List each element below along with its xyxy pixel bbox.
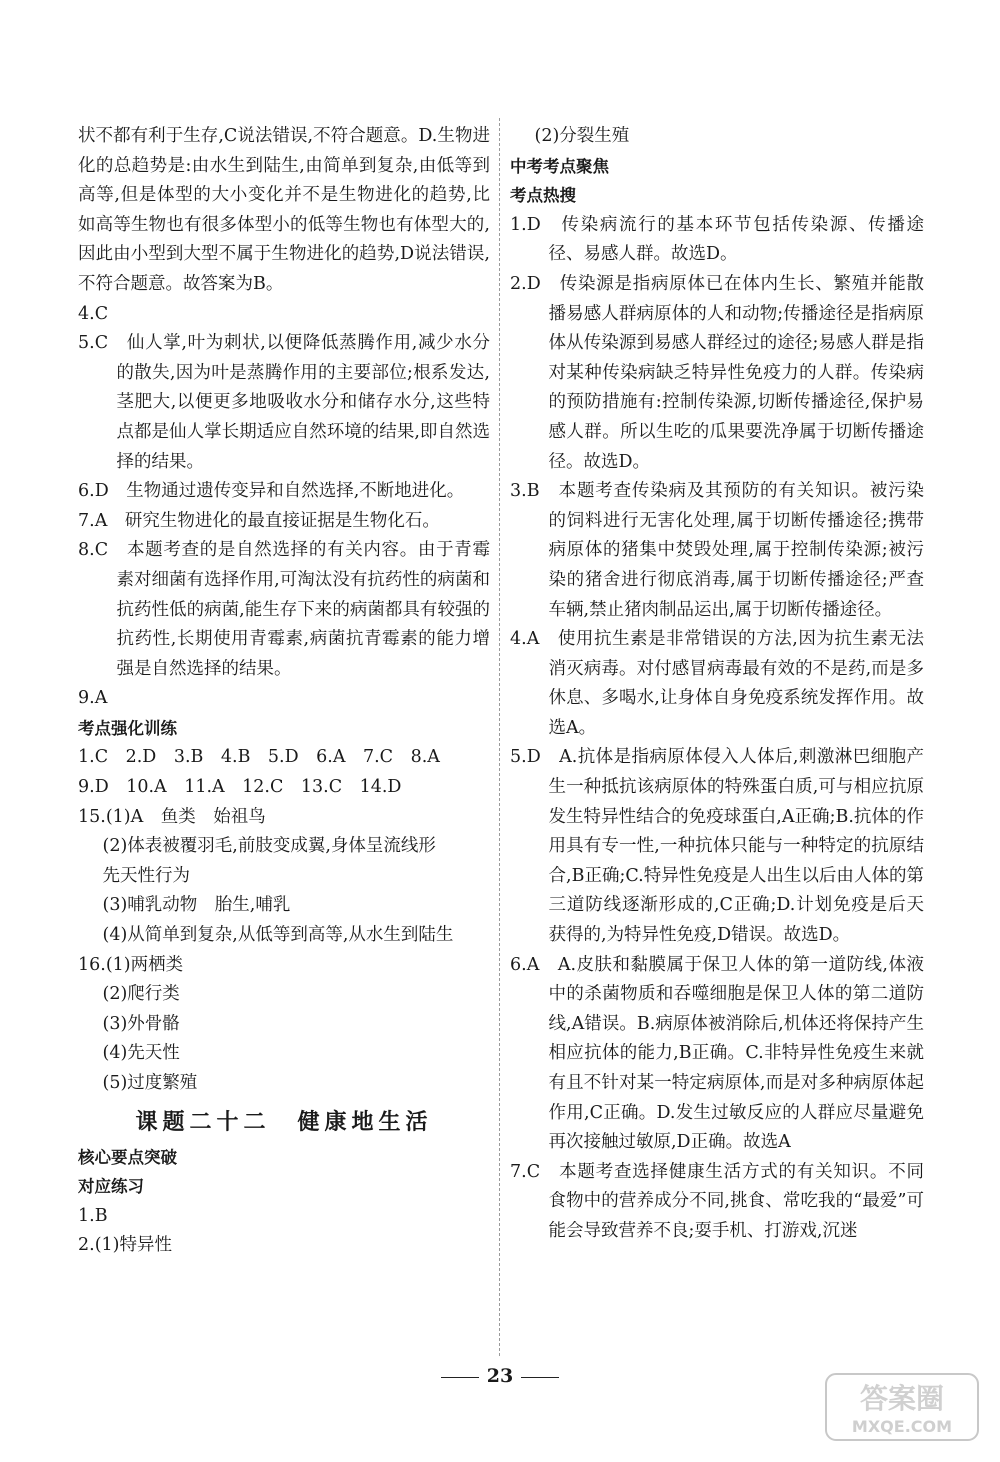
answer-item: 5.D A.抗体是指病原体侵入人体后,刺激淋巴细胞产生一种抵抗该病原体的特殊蛋白质,可与相应抗原发生特异性结合的免疫球蛋白,A正确;B.抗体的作用具有专一性,一种抗体只能与一种特定的抗原结合,B正确;C.特异性免疫是人出生以后由人体的第三道防线逐渐形成的,C正确;D.计划免疫是后天获得的,为特异性免疫,D错误。故选D。 [510, 747, 924, 946]
answer-item: 16.(1)两栖类 [78, 954, 184, 975]
answer-item: 8.C 本题考查的是自然选择的有关内容。由于青霉素对细菌有选择作用,可淘汰没有抗药性的病菌和抗药性低的病菌,能生存下来的病菌都具有较强的抗药性,长期使用青霉素,病菌抗青霉素的能力增强是自然选择的结果。 [78, 540, 490, 679]
page-number-dash-left [441, 1377, 479, 1378]
answer-line: 1.C 2.D 3.B 4.B 5.D 6.A 7.C 8.A [78, 747, 440, 768]
answer-subitem: (5)过度繁殖 [102, 1073, 198, 1093]
answer-subitem: (3)哺乳动物 胎生,哺乳 [102, 895, 291, 916]
answer-item: 4.C [78, 303, 109, 324]
answer-item: 9.A [78, 688, 108, 709]
watermark-top-text: 答案圈 [859, 1382, 945, 1415]
answer-item: 2.(1)特异性 [78, 1235, 172, 1256]
column-divider [499, 118, 500, 1356]
watermark-logo-graphic [822, 1370, 982, 1444]
answer-subitem: (2)体表被覆羽毛,前肢变成翼,身体呈流线形 [102, 836, 436, 857]
answer-subitem: (4)先天性 [102, 1043, 180, 1064]
lesson-title: 课题二十二 健康地生活 [135, 1108, 433, 1135]
answer-subitem: (4)从简单到复杂,从低等到高等,从水生到陆生 [102, 925, 454, 946]
answer-item: 2.D 传染源是指病原体已在体内生长、繁殖并能散播易感人群病原体的人和动物;传播途径是指病原体从传染源到易感人群经过的途径;易感人群是指对某种传染病缺乏特异性免疫力的人群。传染病的预防措施有:控制传染源,切断传播途径,保护易感人群。所以生吃的瓜果要洗净属于切断传播途径。故选D。 [510, 273, 924, 472]
answer-subitem: (3)外骨骼 [102, 1013, 180, 1034]
answer-item: 7.A 研究生物进化的最直接证据是生物化石。 [78, 510, 440, 531]
left-column [78, 122, 490, 1261]
section-heading: 考点强化训练 [78, 718, 177, 738]
answer-item: 15.(1)A 鱼类 始祖鸟 [78, 806, 266, 827]
section-heading: 对应练习 [78, 1177, 144, 1197]
watermark-logo [822, 1370, 982, 1444]
section-heading: 中考考点聚焦 [510, 156, 609, 176]
page-number-text: 23 [486, 1365, 514, 1387]
answer-item: 3.B 本题考查传染病及其预防的有关知识。被污染的饲料进行无害化处理,属于切断传播途径;携带病原体的猪集中焚毁处理,属于控制传染源;被污染的猪舍进行彻底消毒,属于切断传播途径;严查车辆,禁止猪肉制品运出,属于切断传播途径。 [510, 481, 924, 620]
answer-item: 5.C 仙人掌,叶为刺状,以便降低蒸腾作用,减少水分的散失,因为叶是蒸腾作用的主要部位;根系发达,茎肥大,以便更多地吸收水分和储存水分,这些特点都是仙人掌长期适应自然环境的结果,即自然选择的结果。 [78, 333, 490, 472]
answer-line: 9.D 10.A 11.A 12.C 13.C 14.D [78, 777, 402, 798]
section-heading: 核心要点突破 [78, 1147, 177, 1167]
watermark-bottom-text: MXQE.COM [851, 1417, 953, 1436]
answer-item: 1.B [78, 1205, 108, 1226]
answer-item: 6.D 生物通过遗传变异和自然选择,不断地进化。 [78, 481, 465, 502]
answer-line: 状不都有利于生存,C说法错误,不符合题意。D.生物进化的总趋势是:由水生到陆生,由简单到复杂,由低等到高等,但是体型的大小变化并不是生物进化的趋势,比如高等生物也有很多体型小的低等生物也有体型大的,因此由小型到大型不属于生物进化的趋势,D说法错误,不符合题意。故答案为B。 [78, 126, 490, 294]
answer-subitem: (2)分裂生殖 [534, 126, 630, 146]
answer-item: 4.A 使用抗生素是非常错误的方法,因为抗生素无法消灭病毒。对付感冒病毒最有效的不是药,而是多休息、多喝水,让身体自身免疫系统发挥作用。故选A。 [510, 629, 924, 738]
answer-item: 1.D 传染病流行的基本环节包括传染源、传播途径、易感人群。故选D。 [510, 214, 924, 265]
answer-subitem: 先天性行为 [102, 865, 190, 886]
page-number-dash-right [521, 1377, 559, 1378]
answer-subitem: (2)爬行类 [102, 984, 180, 1005]
section-heading: 考点热搜 [510, 186, 576, 206]
answer-item: 6.A A.皮肤和黏膜属于保卫人体的第一道防线,体液中的杀菌物质和吞噬细胞是保卫人体的第二道防线,A错误。B.病原体被消除后,机体还将保持产生相应抗体的能力,B正确。C.非特异性免疫生来就有且不针对某一特定病原体,而是对多种病原体起作用,C正确。D.发生过敏反应的人群应尽量避免再次接触过敏原,D正确。故选A [510, 954, 924, 1153]
right-column [510, 122, 924, 1247]
answer-item: 7.C 本题考查选择健康生活方式的有关知识。不同食物中的营养成分不同,挑食、常吃我的“最爱”可能会导致营养不良;耍手机、打游戏,沉迷 [510, 1161, 924, 1241]
